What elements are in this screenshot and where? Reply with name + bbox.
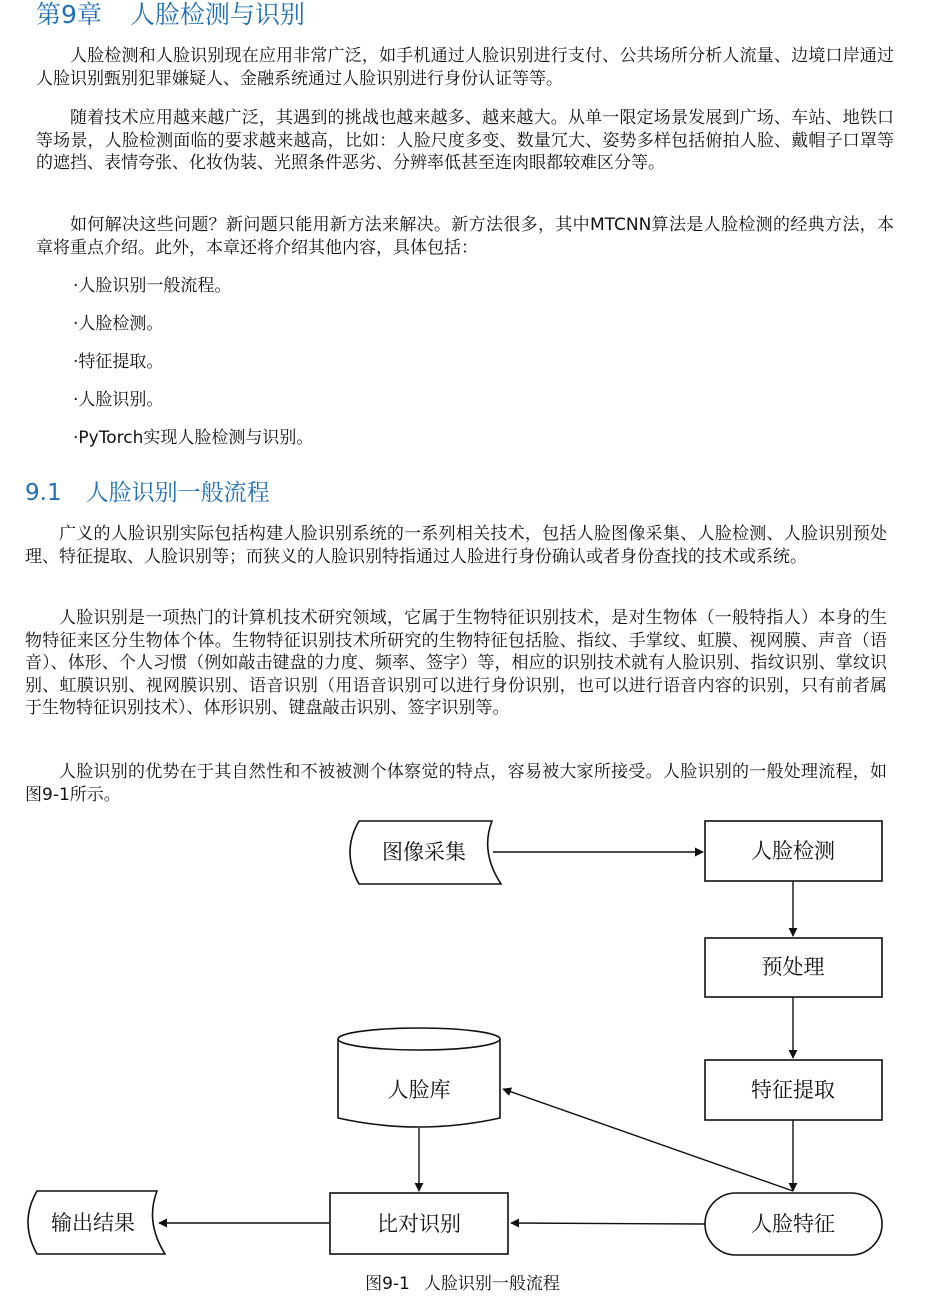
node-face-database-label: 人脸库 [387, 1078, 451, 1102]
bullet-item: ·特征提取。 [73, 352, 164, 372]
section-heading [25, 478, 270, 508]
figure-caption-text: 人脸识别一般流程 [423, 1274, 560, 1294]
section-paragraph-1: 广义的人脸识别实际包括构建人脸识别系统的一系列相关技术，包括人脸图像采集、人脸检测、人脸识别预处理、特征提取、人脸识别等；而狭义的人脸识别特指通过人脸进行身份确认或者身份查找的技术或系统。 [25, 524, 887, 567]
bullet-item: ·PyTorch实现人脸检测与识别。 [73, 428, 314, 448]
section-paragraph-2: 人脸识别是一项热门的计算机技术研究领域，它属于生物特征识别技术，是对生物体（一般特指人）本身的生物特征来区分生物体个体。生物特征识别技术所研究的生物特征包括脸、指纹、手掌纹、虹膜、视网膜、声音（语音）、体形、个人习惯（例如敲击键盘的力度、频率、签字）等，相应的识别技术就有人脸识别、指纹识别、掌纹识别、虹膜识别、视网膜识别、语音识别（用语音识别可以进行身份识别，也可以进行语音内容的识别，只有前者属于生物特征识别技术）、体形识别、键盘敲击识别、签字识别等。 [25, 608, 887, 718]
node-output-label: 输出结果 [51, 1211, 135, 1235]
section-paragraph-3: 人脸识别的优势在于其自然性和不被被测个体察觉的特点，容易被大家所接受。人脸识别的一般处理流程，如图9-1所示。 [25, 762, 887, 805]
node-output [28, 1191, 165, 1254]
section-title-text: 人脸识别一般流程 [85, 480, 270, 506]
node-comparison-label: 比对识别 [377, 1212, 461, 1236]
chapter-paragraph-2: 随着技术应用越来越广泛，其遇到的挑战也越来越多、越来越大。从单一限定场景发展到广场、车站、地铁口等场景，人脸检测面临的要求越来越高，比如：人脸尺度多变、数量冗大、姿势多样包括俯拍人脸、戴帽子口罩等的遮挡、表情夸张、化妆伪装、光照条件恶劣、分辨率低甚至连肉眼都较难区分等。 [36, 108, 894, 173]
chapter-number: 第9章 [36, 0, 102, 29]
node-feature-extraction [705, 1060, 882, 1120]
node-face-database [338, 1028, 500, 1127]
node-preprocess [705, 938, 882, 997]
section-number: 9.1 [25, 480, 62, 506]
arrow-features-to-compare [511, 1223, 705, 1224]
chapter-title [36, 0, 305, 30]
node-face-detection-label: 人脸检测 [751, 839, 835, 863]
chapter-paragraph-3: 如何解决这些问题？新问题只能用新方法来解决。新方法很多，其中MTCNN算法是人脸检测的经典方法，本章将重点介绍。此外，本章还将介绍其他内容，具体包括： [36, 215, 894, 258]
node-face-features [705, 1193, 882, 1255]
figure-number: 图9-1 [365, 1274, 410, 1294]
node-comparison [330, 1193, 508, 1254]
node-image-capture-label: 图像采集 [382, 840, 466, 864]
node-image-capture [350, 821, 501, 884]
bullet-item: ·人脸检测。 [73, 314, 164, 334]
bullet-item: ·人脸识别一般流程。 [73, 276, 232, 296]
node-preprocess-label: 预处理 [761, 955, 825, 979]
node-face-features-label: 人脸特征 [751, 1212, 835, 1236]
bullet-item: ·人脸识别。 [73, 390, 164, 410]
chapter-title-text: 人脸检测与识别 [129, 0, 305, 29]
node-feature-extraction-label: 特征提取 [751, 1078, 835, 1102]
face-recognition-flowchart [0, 810, 925, 1272]
chapter-paragraph-1: 人脸检测和人脸识别现在应用非常广泛，如手机通过人脸识别进行支付、公共场所分析人流量、边境口岸通过人脸识别甄别犯罪嫌疑人、金融系统通过人脸识别进行身份认证等等。 [36, 46, 894, 89]
figure-caption [0, 1272, 925, 1296]
node-face-detection [705, 821, 882, 881]
